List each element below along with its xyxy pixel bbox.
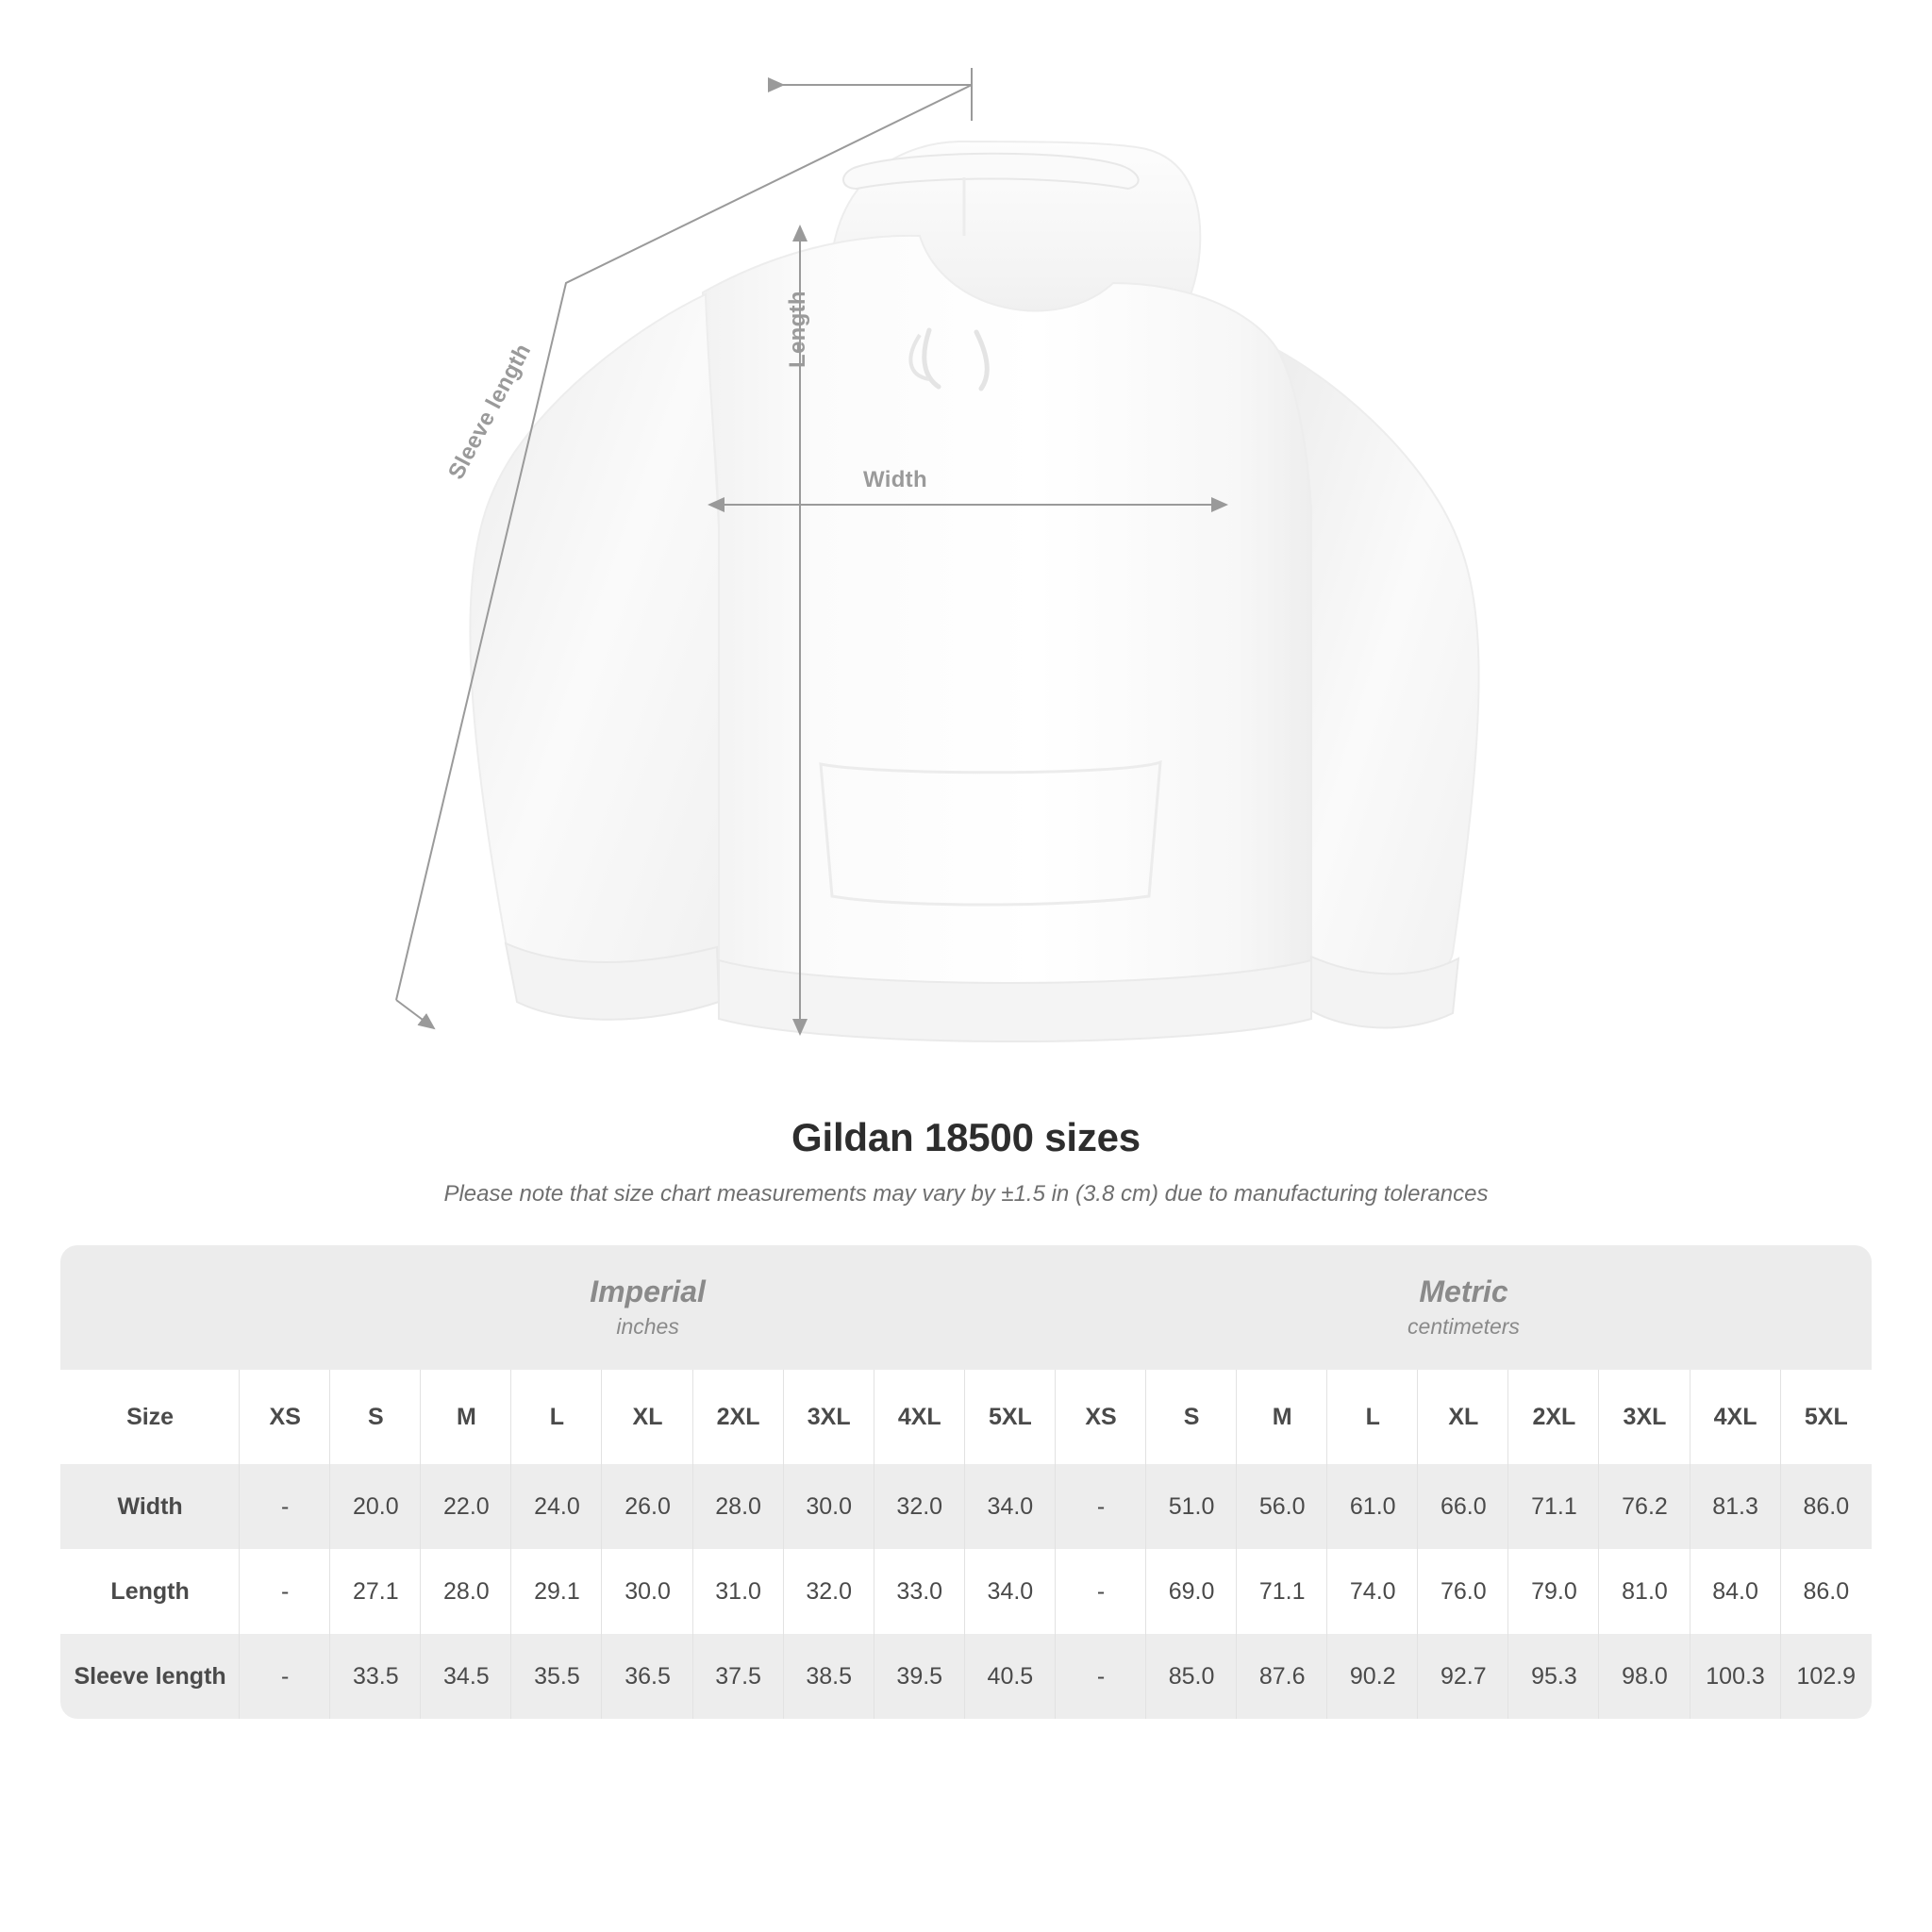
cell-length-imperial-s: 27.1 — [330, 1549, 421, 1634]
hoodie-graphic — [470, 142, 1478, 1041]
cell-length-metric-s: 69.0 — [1146, 1549, 1237, 1634]
cell-sleeve-imperial-4xl: 39.5 — [874, 1634, 965, 1719]
cell-length-metric-l: 74.0 — [1327, 1549, 1418, 1634]
cell-sleeve-metric-5xl: 102.9 — [1781, 1634, 1872, 1719]
cell-width-imperial-s: 20.0 — [330, 1464, 421, 1549]
col-header-metric-xs: XS — [1056, 1370, 1146, 1464]
cell-width-metric-m: 56.0 — [1237, 1464, 1327, 1549]
cell-length-metric-4xl: 84.0 — [1690, 1549, 1781, 1634]
cell-width-imperial-xl: 26.0 — [602, 1464, 692, 1549]
cell-sleeve-metric-4xl: 100.3 — [1690, 1634, 1781, 1719]
unit-metric-sub: centimeters — [1407, 1313, 1520, 1339]
size-header-row — [60, 1370, 1872, 1464]
page-title: Gildan 18500 sizes — [791, 1115, 1141, 1159]
table-row — [60, 1549, 1872, 1634]
col-header-metric-5xl: 5XL — [1781, 1370, 1872, 1464]
cell-width-imperial-4xl: 32.0 — [874, 1464, 965, 1549]
col-header-metric-m: M — [1237, 1370, 1327, 1464]
cell-length-imperial-2xl: 31.0 — [693, 1549, 784, 1634]
cell-width-imperial-l: 24.0 — [511, 1464, 602, 1549]
cell-width-metric-3xl: 76.2 — [1599, 1464, 1690, 1549]
col-header-imperial-xl: XL — [602, 1370, 692, 1464]
cell-width-imperial-5xl: 34.0 — [965, 1464, 1056, 1549]
row-label-width: Width — [60, 1464, 240, 1549]
cell-width-imperial-3xl: 30.0 — [784, 1464, 874, 1549]
unit-corner-cell — [60, 1245, 240, 1370]
tolerance-note: Please note that size chart measurements may vary by ±1.5 in (3.8 cm) due to manufacturing tolerances — [443, 1181, 1489, 1207]
cell-sleeve-imperial-m: 34.5 — [421, 1634, 511, 1719]
cell-length-imperial-l: 29.1 — [511, 1549, 602, 1634]
table-row — [60, 1464, 1872, 1549]
cell-sleeve-imperial-s: 33.5 — [330, 1634, 421, 1719]
col-header-imperial-l: L — [511, 1370, 602, 1464]
cell-length-metric-m: 71.1 — [1237, 1549, 1327, 1634]
cell-sleeve-metric-xs: - — [1056, 1634, 1146, 1719]
cell-width-imperial-xs: - — [240, 1464, 330, 1549]
cell-length-metric-5xl: 86.0 — [1781, 1549, 1872, 1634]
unit-header-row — [60, 1245, 1872, 1370]
col-header-imperial-2xl: 2XL — [693, 1370, 784, 1464]
cell-sleeve-metric-3xl: 98.0 — [1599, 1634, 1690, 1719]
cell-width-metric-xl: 66.0 — [1418, 1464, 1508, 1549]
col-header-metric-xl: XL — [1418, 1370, 1508, 1464]
cell-length-metric-3xl: 81.0 — [1599, 1549, 1690, 1634]
cell-sleeve-imperial-xs: - — [240, 1634, 330, 1719]
cell-length-imperial-m: 28.0 — [421, 1549, 511, 1634]
unit-metric-name: Metric — [1419, 1274, 1508, 1308]
col-header-metric-s: S — [1146, 1370, 1237, 1464]
cell-sleeve-metric-xl: 92.7 — [1418, 1634, 1508, 1719]
cell-sleeve-imperial-l: 35.5 — [511, 1634, 602, 1719]
cell-length-imperial-5xl: 34.0 — [965, 1549, 1056, 1634]
cell-width-metric-s: 51.0 — [1146, 1464, 1237, 1549]
cell-sleeve-metric-s: 85.0 — [1146, 1634, 1237, 1719]
col-header-imperial-xs: XS — [240, 1370, 330, 1464]
cell-length-imperial-4xl: 33.0 — [874, 1549, 965, 1634]
col-header-imperial-m: M — [421, 1370, 511, 1464]
cell-sleeve-imperial-3xl: 38.5 — [784, 1634, 874, 1719]
cell-sleeve-metric-2xl: 95.3 — [1508, 1634, 1599, 1719]
cell-length-imperial-xl: 30.0 — [602, 1549, 692, 1634]
cell-width-metric-4xl: 81.3 — [1690, 1464, 1781, 1549]
table-row — [60, 1634, 1872, 1719]
unit-imperial-name: Imperial — [590, 1274, 706, 1308]
col-header-metric-l: L — [1327, 1370, 1418, 1464]
sleeve-length-label: Sleeve length — [443, 339, 537, 484]
cell-length-metric-2xl: 79.0 — [1508, 1549, 1599, 1634]
col-header-metric-3xl: 3XL — [1599, 1370, 1690, 1464]
row-label-length: Length — [60, 1549, 240, 1634]
col-header-metric-2xl: 2XL — [1508, 1370, 1599, 1464]
cell-width-metric-2xl: 71.1 — [1508, 1464, 1599, 1549]
cell-sleeve-imperial-xl: 36.5 — [602, 1634, 692, 1719]
col-header-imperial-5xl: 5XL — [965, 1370, 1056, 1464]
size-table-wrapper — [60, 1245, 1872, 1719]
cell-length-imperial-xs: - — [240, 1549, 330, 1634]
cell-sleeve-imperial-2xl: 37.5 — [693, 1634, 784, 1719]
unit-metric-cell — [1056, 1245, 1872, 1370]
title-block — [0, 1115, 1932, 1208]
cell-width-metric-xs: - — [1056, 1464, 1146, 1549]
cell-length-metric-xs: - — [1056, 1549, 1146, 1634]
length-label: Length — [785, 291, 810, 368]
col-header-metric-4xl: 4XL — [1690, 1370, 1781, 1464]
row-label-sleeve-length: Sleeve length — [60, 1634, 240, 1719]
size-table — [60, 1245, 1872, 1719]
cell-length-imperial-3xl: 32.0 — [784, 1549, 874, 1634]
cell-width-metric-l: 61.0 — [1327, 1464, 1418, 1549]
cell-sleeve-imperial-5xl: 40.5 — [965, 1634, 1056, 1719]
cell-length-metric-xl: 76.0 — [1418, 1549, 1508, 1634]
cell-width-imperial-m: 22.0 — [421, 1464, 511, 1549]
unit-imperial-cell — [240, 1245, 1056, 1370]
cell-sleeve-metric-l: 90.2 — [1327, 1634, 1418, 1719]
col-header-imperial-4xl: 4XL — [874, 1370, 965, 1464]
cell-width-imperial-2xl: 28.0 — [693, 1464, 784, 1549]
unit-imperial-sub: inches — [616, 1313, 679, 1339]
cell-width-metric-5xl: 86.0 — [1781, 1464, 1872, 1549]
col-header-imperial-s: S — [330, 1370, 421, 1464]
size-header-cell: Size — [60, 1370, 240, 1464]
cell-sleeve-metric-m: 87.6 — [1237, 1634, 1327, 1719]
width-label: Width — [863, 467, 927, 492]
col-header-imperial-3xl: 3XL — [784, 1370, 874, 1464]
